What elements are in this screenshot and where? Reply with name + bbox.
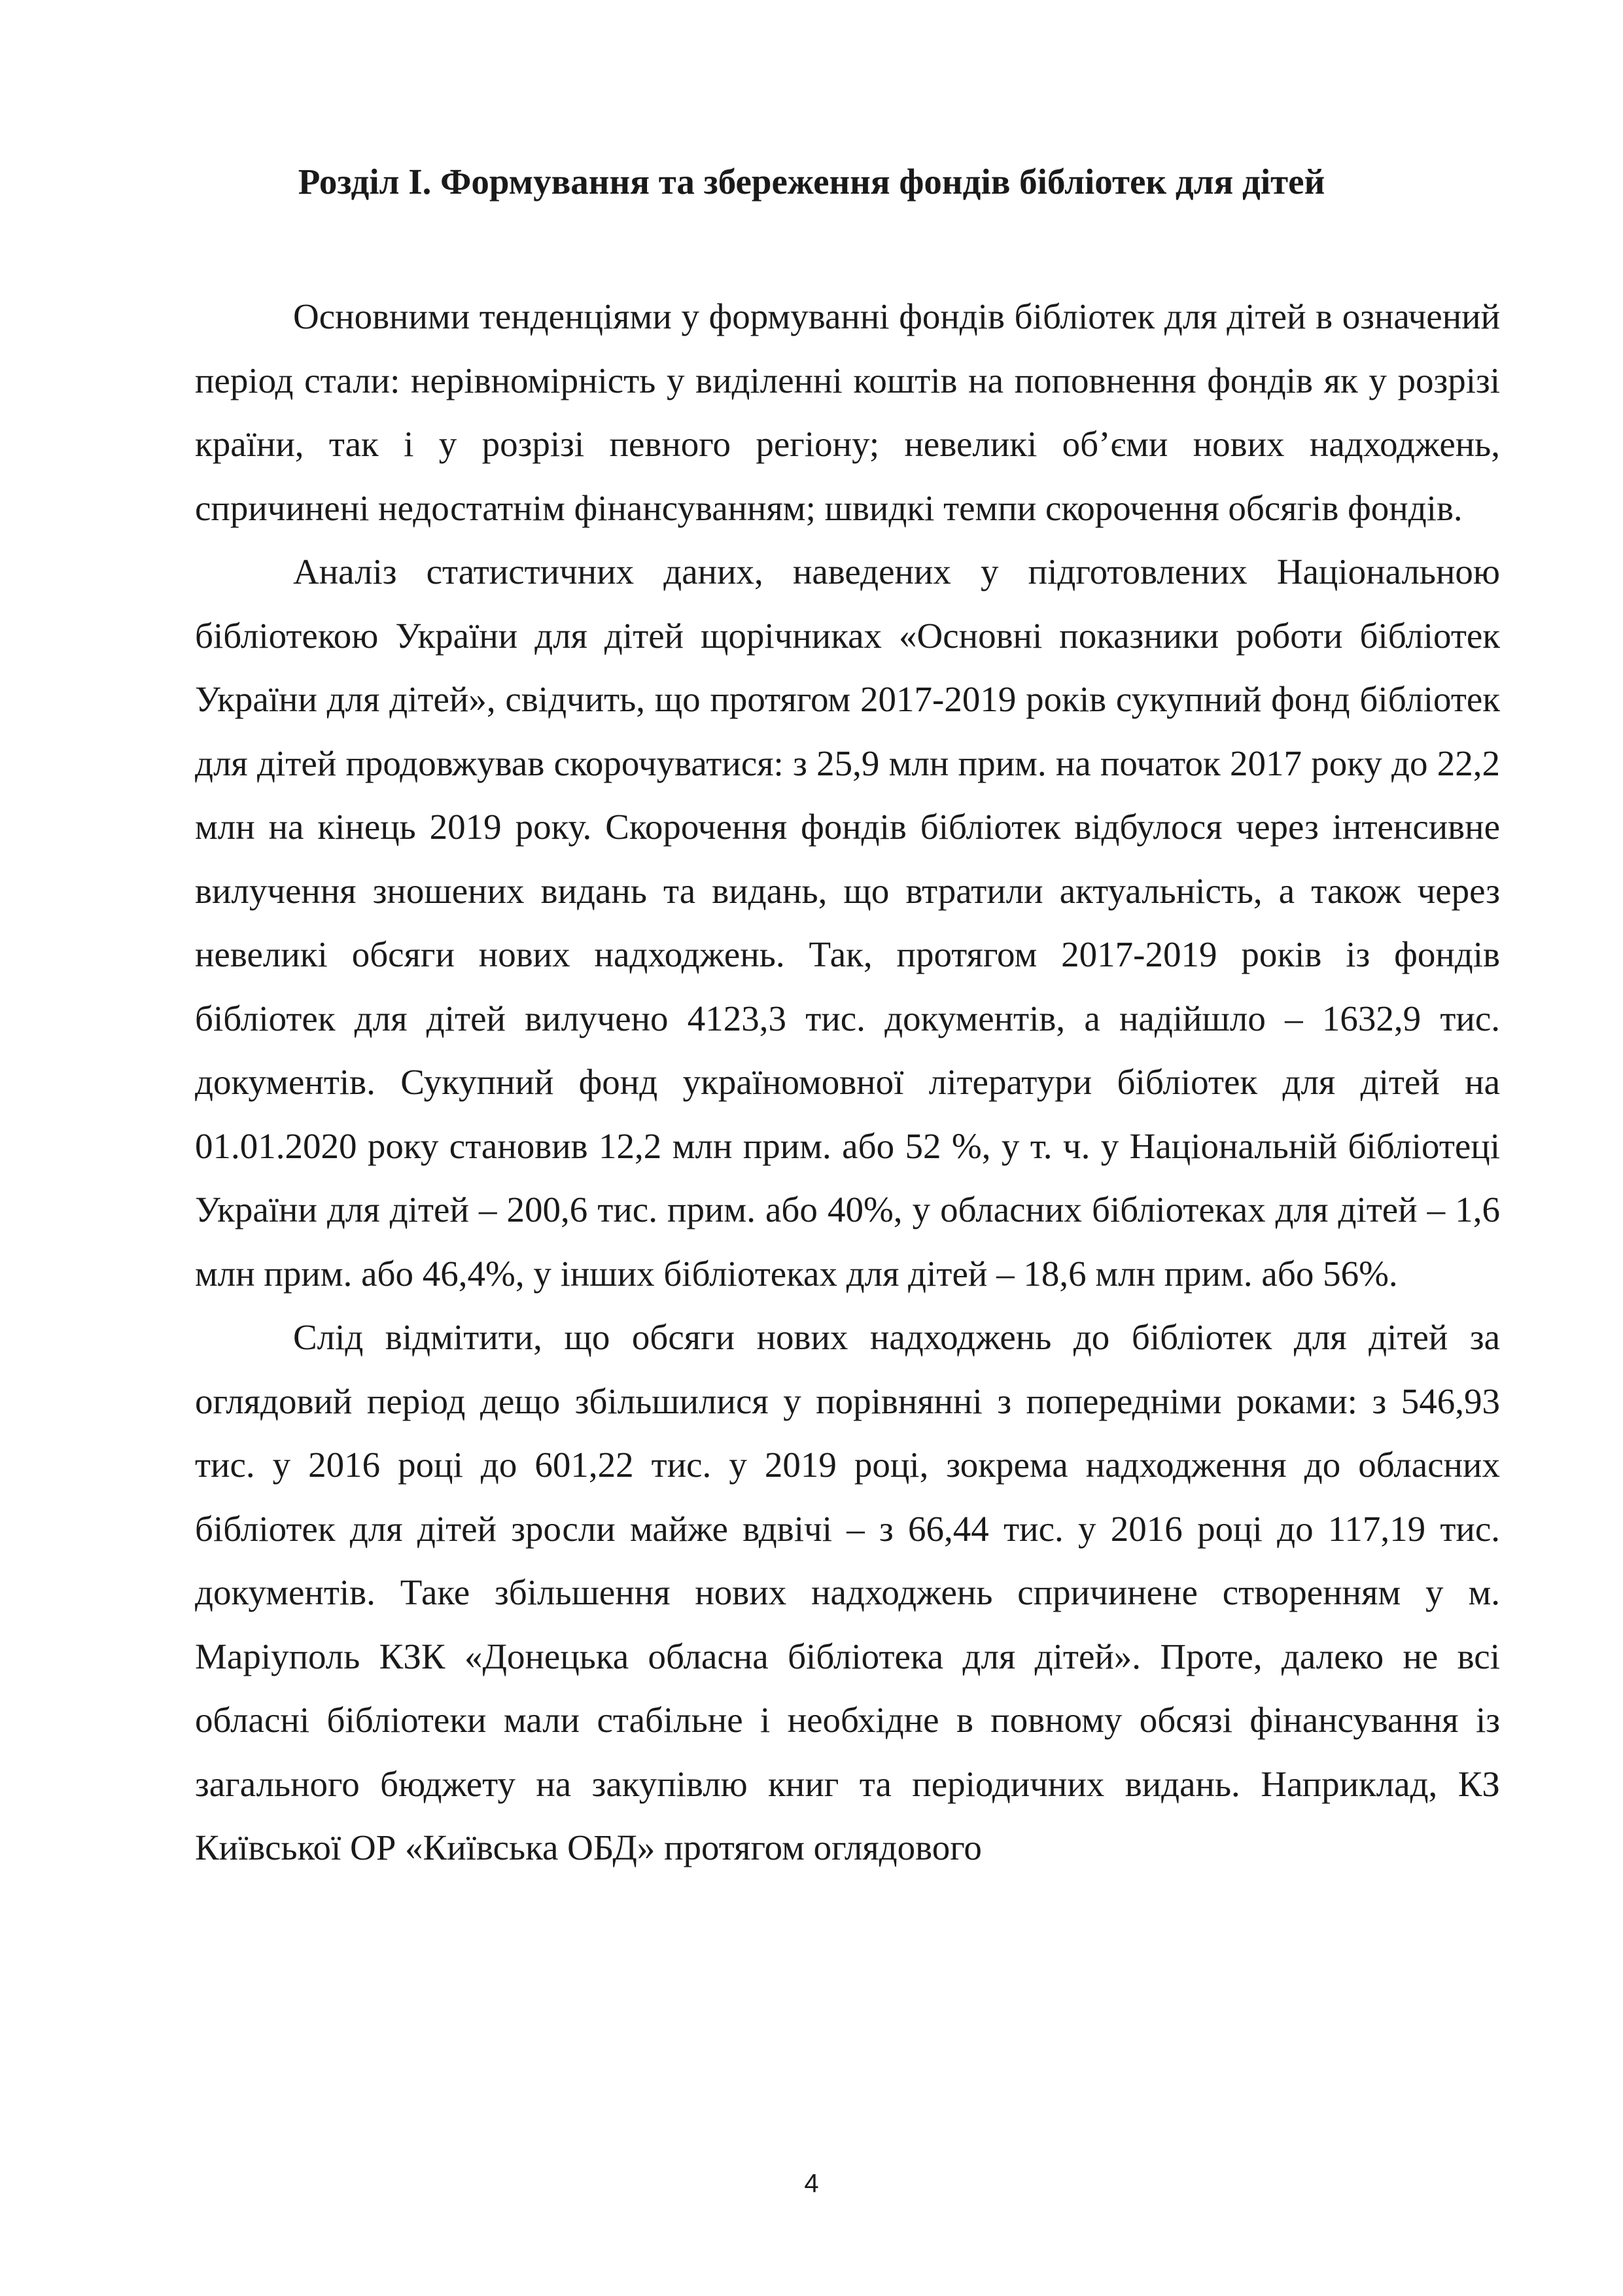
paragraph-2: Аналіз статистичних даних, наведених у підготовлених Національною бібліотекою України для дітей щорічниках «Основні показники роботи бібліотек України для дітей», свідчить, що протягом 2017-2019 років сукупний фонд бібліотек для дітей продовжував скорочуватися: з 25,9 млн прим. на початок 2017 року до 22,2 млн на кінець 2019 року. Скорочення фондів бібліотек відбулося через інтенсивне вилучення зношених видань та видань, що втратили актуальність, а також через невеликі обсяги нових надходжень. Так, протягом 2017-2019 років із фондів бібліотек для дітей вилучено 4123,3 тис. документів, а надійшло – 1632,9 тис. документів. Сукупний фонд україномовної літератури бібліотек для дітей на 01.01.2020 року становив 12,2 млн прим. або 52 %, у т. ч. у Національній бібліотеці України для дітей – 200,6 тис. прим. або 40%, у обласних бібліотеках для дітей – 1,6 млн прим. або 46,4%, у інших бібліотеках для дітей – 18,6 млн прим. або 56%.: [195, 552, 1500, 1294]
body-text: [195, 285, 1500, 1880]
section-heading: Розділ І. Формування та збереження фондів бібліотек для дітей: [298, 162, 1325, 202]
paragraph-1: Основними тенденціями у формуванні фондів бібліотек для дітей в означений період стали: нерівномірність у виділенні коштів на поповнення фондів як у розрізі країни, так і у розрізі певного регіону; невеликі об’єми нових надходжень, спричинені недостатнім фінансуванням; швидкі темпи скорочення обсягів фондів.: [195, 296, 1500, 528]
paragraph-3: Слід відмітити, що обсяги нових надходжень до бібліотек для дітей за оглядовий період дещо збільшилися у порівнянні з попередніми роками: з 546,93 тис. у 2016 році до 601,22 тис. у 2019 році, зокрема надходження до обласних бібліотек для дітей зросли майже вдвічі – з 66,44 тис. у 2016 році до 117,19 тис. документів. Таке збільшення нових надходжень спричинене створенням у м. Маріуполь КЗК «Донецька обласна бібліотека для дітей». Проте, далеко не всі обласні бібліотеки мали стабільне і необхідне в повному обсязі фінансування із загального бюджету на закупівлю книг та періодичних видань. Наприклад, КЗ Київської ОР «Київська ОБД» протягом оглядового: [195, 1317, 1500, 1867]
page-number: 4: [804, 2169, 819, 2198]
